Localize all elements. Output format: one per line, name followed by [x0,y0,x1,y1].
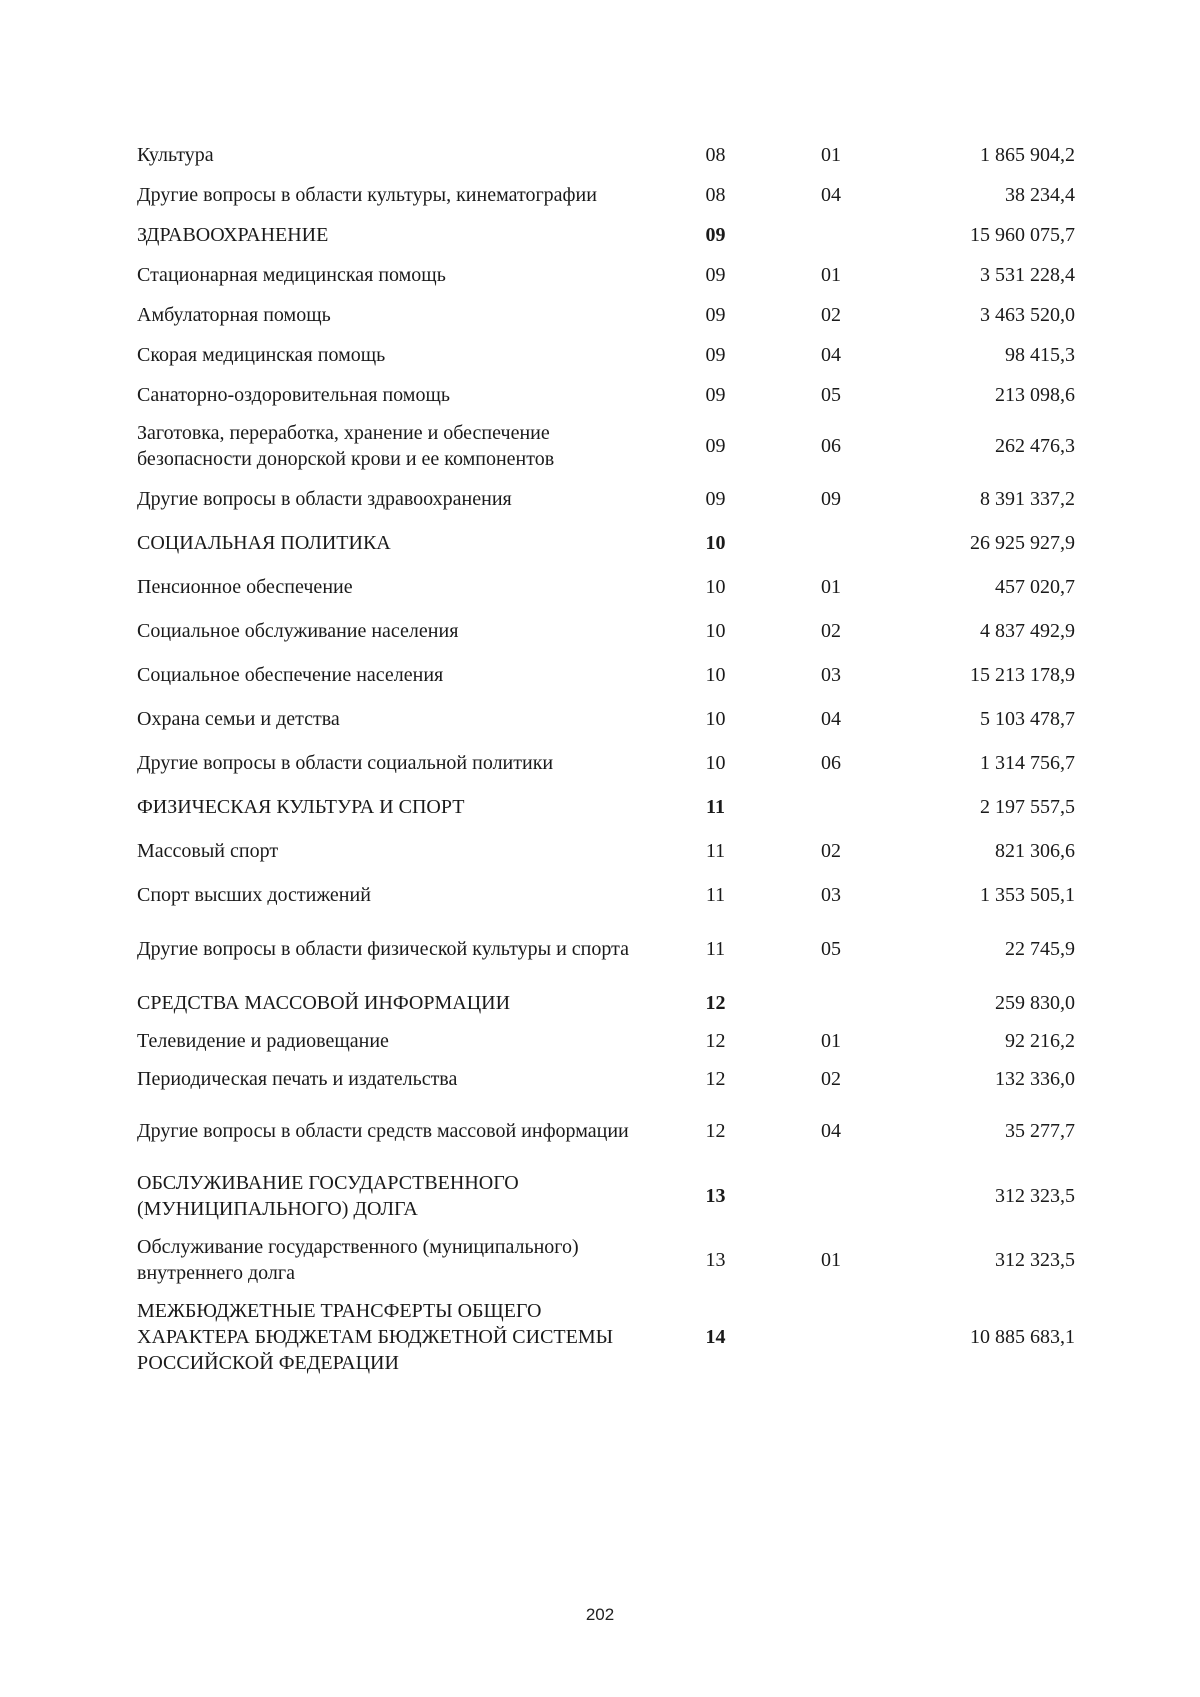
row-name: Социальное обслуживание населения [137,620,459,642]
row-amount: 4 837 492,9 [980,620,1075,642]
row-subsection-code: 02 [821,840,841,862]
row-section-code: 09 [705,488,726,510]
row-name: Стационарная медицинская помощь [137,264,446,286]
row-section-code: 09 [705,344,726,366]
row-name: ФИЗИЧЕСКАЯ КУЛЬТУРА И СПОРТ [137,796,465,818]
table-row [137,302,1075,328]
row-amount: 26 925 927,9 [970,532,1075,554]
row-section-code: 11 [705,884,726,906]
row-subsection-code: 05 [821,384,841,406]
row-name: Культура [137,144,214,166]
table-row [137,342,1075,368]
row-name: Массовый спорт [137,840,279,862]
table-row [137,486,1075,512]
row-section-code: 14 [705,1326,726,1348]
row-subsection-code: 02 [821,1068,841,1090]
row-name: Скорая медицинская помощь [137,344,386,366]
row-name: Заготовка, переработка, хранение и обеспечение безопасности донорской крови и ее компонентов [137,422,555,470]
row-subsection-code: 02 [821,304,841,326]
row-section-code: 12 [705,992,726,1014]
row-amount: 35 277,7 [1005,1120,1075,1142]
section-row [137,222,1075,248]
table-row [137,882,1075,908]
row-subsection-code: 09 [821,488,841,510]
row-section-code: 10 [705,708,726,730]
table-row [137,420,1075,472]
row-section-code: 08 [705,184,726,206]
table-row [137,936,1075,962]
row-section-code: 13 [705,1185,726,1207]
row-amount: 259 830,0 [995,992,1075,1014]
row-amount: 2 197 557,5 [980,796,1075,818]
row-name: Пенсионное обеспечение [137,576,353,598]
row-name: ЗДРАВООХРАНЕНИЕ [137,224,329,246]
row-amount: 22 745,9 [1005,938,1075,960]
row-section-code: 10 [705,576,726,598]
row-amount: 3 531 228,4 [980,264,1075,286]
table-row [137,1234,1075,1286]
table-row [137,662,1075,688]
row-subsection-code: 04 [821,344,841,366]
row-amount: 92 216,2 [1005,1030,1075,1052]
row-subsection-code: 06 [821,752,841,774]
row-section-code: 09 [705,264,726,286]
row-amount: 132 336,0 [995,1068,1075,1090]
row-amount: 312 323,5 [995,1185,1075,1207]
row-name: МЕЖБЮДЖЕТНЫЕ ТРАНСФЕРТЫ ОБЩЕГО ХАРАКТЕРА БЮДЖЕТАМ БЮДЖЕТНОЙ СИСТЕМЫ РОССИЙСКОЙ ФЕДЕРАЦИИ [137,1300,614,1374]
row-name: Телевидение и радиовещание [137,1030,389,1052]
row-section-code: 11 [705,840,726,862]
row-amount: 457 020,7 [995,576,1075,598]
row-amount: 213 098,6 [995,384,1075,406]
row-section-code: 10 [705,752,726,774]
row-subsection-code: 04 [821,184,841,206]
row-section-code: 09 [705,224,726,246]
row-section-code: 10 [705,664,726,686]
row-subsection-code: 01 [821,144,841,166]
section-row [137,990,1075,1016]
row-name: Другие вопросы в области социальной политики [137,752,554,774]
row-amount: 1 314 756,7 [980,752,1075,774]
table-row [137,142,1075,168]
row-amount: 1 353 505,1 [980,884,1075,906]
row-section-code: 12 [705,1120,726,1142]
section-row [137,530,1075,556]
row-subsection-code: 01 [821,576,841,598]
row-name: Амбулаторная помощь [137,304,331,326]
row-name: Обслуживание государственного (муниципального) внутреннего долга [137,1236,579,1284]
row-name: Периодическая печать и издательства [137,1068,458,1090]
row-name: Другие вопросы в области здравоохранения [137,488,512,510]
row-amount: 1 865 904,2 [980,144,1075,166]
row-subsection-code: 06 [821,435,841,457]
row-section-code: 12 [705,1030,726,1052]
row-name: СОЦИАЛЬНАЯ ПОЛИТИКА [137,532,391,554]
row-subsection-code: 04 [821,708,841,730]
row-section-code: 10 [705,620,726,642]
row-subsection-code: 03 [821,884,841,906]
row-amount: 312 323,5 [995,1249,1075,1271]
table-row [137,706,1075,732]
row-name: Другие вопросы в области физической культуры и спорта [137,938,629,960]
table-row [137,262,1075,288]
row-subsection-code: 01 [821,1030,841,1052]
row-section-code: 11 [706,796,725,818]
row-section-code: 09 [705,384,726,406]
row-section-code: 11 [705,938,726,960]
row-subsection-code: 02 [821,620,841,642]
section-row [137,794,1075,820]
row-amount: 98 415,3 [1005,344,1075,366]
row-amount: 38 234,4 [1005,184,1075,206]
row-name: Спорт высших достижений [137,884,371,906]
row-subsection-code: 05 [821,938,841,960]
row-amount: 15 213 178,9 [970,664,1075,686]
table-row [137,182,1075,208]
table-row [137,1066,1075,1092]
row-subsection-code: 01 [821,1249,841,1271]
table-row [137,1028,1075,1054]
row-name: ОБСЛУЖИВАНИЕ ГОСУДАРСТВЕННОГО (МУНИЦИПАЛЬНОГО) ДОЛГА [137,1172,519,1220]
row-amount: 821 306,6 [995,840,1075,862]
row-section-code: 12 [705,1068,726,1090]
row-section-code: 09 [705,304,726,326]
page-number: 202 [585,1605,615,1624]
table-row [137,1118,1075,1144]
table-row [137,838,1075,864]
table-row [137,574,1075,600]
table-row [137,618,1075,644]
section-row [137,1298,1075,1376]
row-amount: 3 463 520,0 [980,304,1075,326]
table-row [137,750,1075,776]
row-name: СРЕДСТВА МАССОВОЙ ИНФОРМАЦИИ [137,992,511,1014]
row-section-code: 08 [705,144,726,166]
table-row [137,382,1075,408]
row-name: Социальное обеспечение населения [137,664,444,686]
row-subsection-code: 04 [821,1120,841,1142]
row-section-code: 09 [705,435,726,457]
row-subsection-code: 01 [821,264,841,286]
row-amount: 15 960 075,7 [970,224,1075,246]
row-amount: 10 885 683,1 [970,1326,1075,1348]
row-subsection-code: 03 [821,664,841,686]
budget-table [137,142,1075,1376]
row-amount: 262 476,3 [995,435,1075,457]
section-row [137,1170,1075,1222]
row-name: Другие вопросы в области культуры, кинематографии [137,184,597,206]
row-name: Санаторно-оздоровительная помощь [137,384,450,406]
row-name: Другие вопросы в области средств массовой информации [137,1120,629,1142]
row-amount: 5 103 478,7 [980,708,1075,730]
row-name: Охрана семьи и детства [137,708,340,730]
row-amount: 8 391 337,2 [980,488,1075,510]
row-section-code: 10 [705,532,726,554]
row-section-code: 13 [705,1249,726,1271]
